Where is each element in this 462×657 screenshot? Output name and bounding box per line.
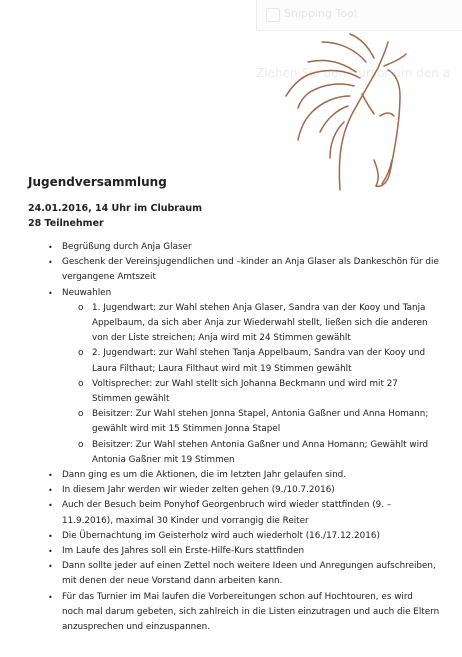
bullet-icon: • (48, 562, 53, 572)
snipping-tool-title: Snipping Tool (284, 7, 357, 20)
meeting-date: 24.01.2016, 14 Uhr im Clubraum (28, 203, 203, 214)
sub-bullet-icon: o (78, 348, 84, 359)
sub-bullet-icon: o (78, 439, 84, 450)
sub-bullet-icon: o (78, 409, 84, 420)
sub-item-text: 2. Jugendwart: zur Wahl stehen Tanja Appelbaum, Sandra van der Kooy und (92, 348, 426, 359)
sub-item-text: Stimmen gewählt (92, 394, 170, 404)
bullet-icon: • (48, 486, 53, 496)
bullet-icon: • (48, 288, 53, 298)
bullet-icon: • (48, 592, 53, 602)
attendance-count: 28 Teilnehmer (28, 218, 104, 229)
list-item-text: Neuwahlen (62, 287, 112, 298)
scissors-icon[interactable] (266, 8, 280, 22)
bullet-icon: • (48, 471, 53, 480)
list-item-text: mit denen der neue Vorstand dann arbeiten kann. (62, 576, 283, 587)
sub-item-text: Appelbaum, da sich aber Anja zur Wiederwahl stellt, ließen sich die anderen (92, 318, 428, 328)
list-item-text: Dann ging es um die Aktionen, die im letzten Jahr gelaufen sind. (62, 470, 347, 480)
document-title: Jugendversammlung (28, 175, 167, 189)
list-item-text: Geschenk der Vereinsjugendlichen und –kinder an Anja Glaser als Dankeschön für die (62, 257, 439, 268)
sub-item-text: Voltisprecher: zur Wahl stellt sich Johanna Beckmann und wird mit 27 (92, 378, 398, 389)
sub-item-text: Antonia Gaßner mit 19 Stimmen (92, 454, 235, 465)
sub-bullet-icon: o (78, 378, 84, 389)
bullet-icon: • (48, 531, 53, 541)
list-item-text: Begrüßung durch Anja Glaser (62, 242, 192, 252)
bullet-icon: • (48, 258, 53, 268)
list-item-text: 11.9.2016), maximal 30 Kinder und vorrangig die Reiter (62, 515, 309, 526)
list-item-text: Für das Turnier im Mai laufen die Vorbereitungen schon auf Hochtouren, es wird (62, 591, 413, 602)
sub-item-text: Beisitzer: Zur Wahl stehen Antonia Gaßner und Anna Homann; Gewählt wird (92, 439, 429, 450)
sub-bullet-icon: o (78, 302, 84, 313)
list-item-text: Auch der Besuch beim Ponyhof Georgenbruch wird wieder stattfinden (9. – (62, 500, 392, 511)
list-item-text: In diesem Jahr werden wir wieder zelten gehen (9./10.7.2016) (62, 485, 335, 496)
bullet-icon: • (48, 547, 53, 556)
bullet-icon: • (48, 501, 53, 511)
list-item-text: anzusprechen und einzuspannen. (62, 622, 211, 632)
list-item-text: Im Laufe des Jahres soll ein Erste-Hilfe-Kurs stattfinden (62, 546, 305, 556)
bullet-icon: • (48, 243, 53, 252)
sub-item-text: 1. Jugendwart: zur Wahl stehen Anja Glaser, Sandra van der Kooy und Tanja (92, 302, 426, 313)
sub-item-text: Laura Filthaut; Laura Filthaut wird mit 19 Stimmen gewählt (92, 363, 352, 374)
snipping-tool-hint: Ziehen Sie den Cursor um den a (256, 66, 451, 80)
list-item-text: noch mal darum gebeten, sich zahlreich in die Listen einzutragen und auch die Eltern (62, 606, 440, 617)
sub-item-text: Beisitzer: Zur Wahl stehen Jonna Stapel, Antonia Gaßner und Anna Homann; (92, 409, 429, 420)
list-item-text: vergangene Amtszeit (62, 272, 156, 283)
list-item-text: Die Übernachtung im Geisterholz wird auch wiederholt (16./17.12.2016) (62, 530, 380, 541)
sub-item-text: von der Liste streichen; Anja wird mit 24 Stimmen gewählt (92, 333, 351, 344)
list-item-text: Dann sollte jeder auf einen Zettel noch weitere Ideen und Anregungen aufschreiben, (62, 561, 436, 572)
horse-head-icon (270, 32, 460, 192)
sub-item-text: gewählt wird mit 15 Stimmen Jonna Stapel (92, 424, 281, 435)
